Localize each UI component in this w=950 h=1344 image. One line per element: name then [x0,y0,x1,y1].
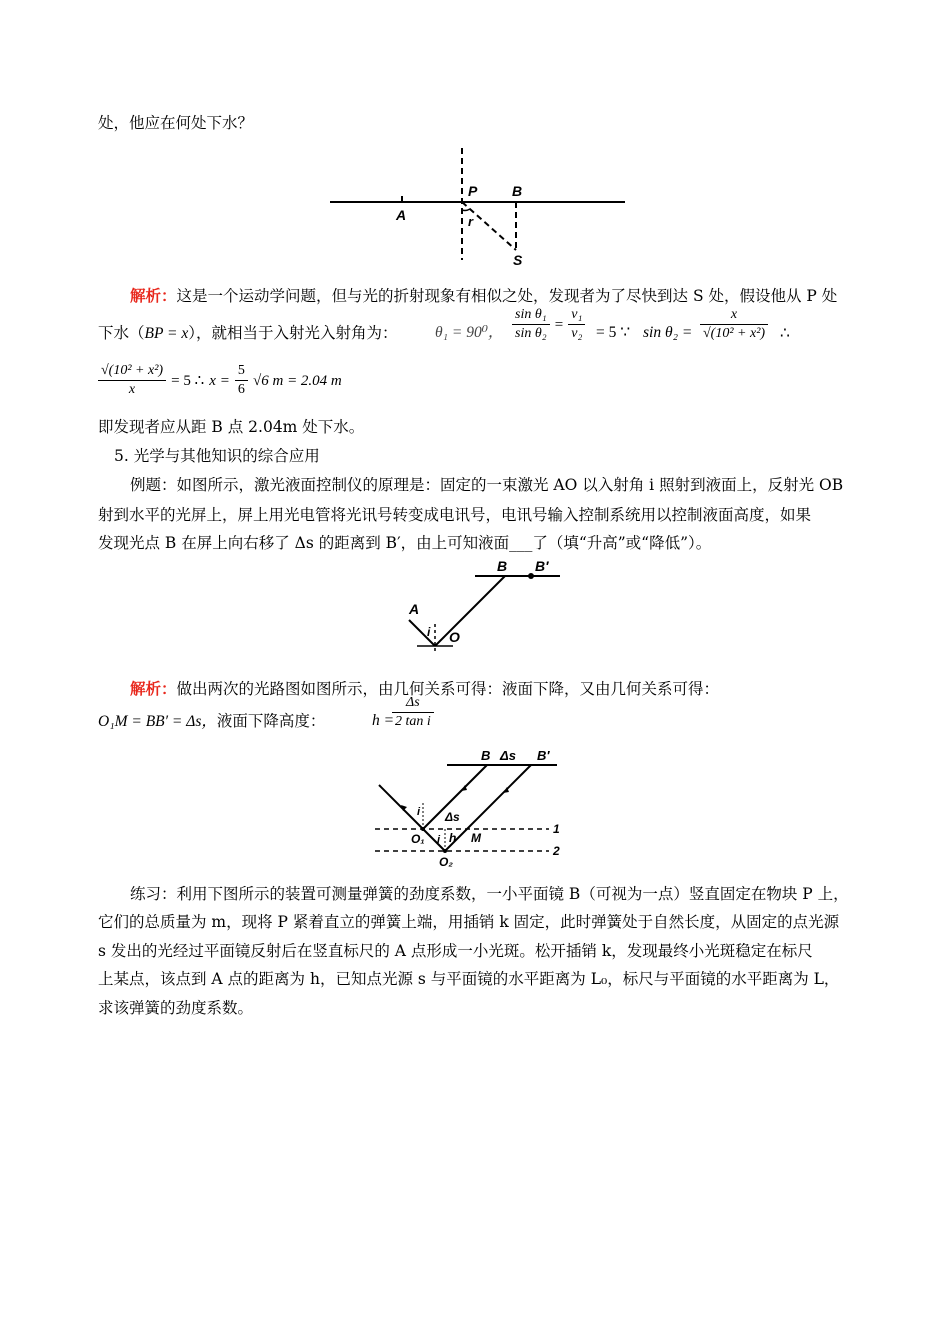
label-S: S [513,252,523,268]
snell-ratio-frac: $\frac{\text{sin θ₁}}{\text{sin θ₂}}$ = $\frac{\text{v₁}}{\text{v₂}}$ [512,306,585,343]
solution1-line2: 下水（BP = x），就相当于入射光入射角为： [98,324,398,342]
section-heading: 5. 光学与其他知识的综合应用 [114,447,320,465]
solution2-line2: O₁M = BB′ = Δs，液面下降高度： [98,712,326,730]
solution1-label: 解析： [130,286,177,305]
h-label: h = [372,712,395,729]
sin-theta2-frac: $\frac{x}{\text{√(10² + x²)}}$ [700,306,768,343]
label-delta-s-top: Δs [500,748,516,763]
label-O1: O₁ [411,832,425,846]
label-level-1: 1 [553,822,560,836]
sin-theta2-label: sin θ₂ = [643,324,693,341]
label-O2: O₂ [439,855,453,869]
figure-laser-level [395,556,575,661]
label-B: B [497,558,508,574]
practice-line2: 它们的总质量为 m，现将 P 紧着直立的弹簧上端，用插销 k 固定，此时弹簧处于自然长度，从固定的点光源 [98,913,840,931]
label-level-2: 2 [553,844,560,858]
reflected-ray [435,576,505,646]
incident-ray-lower [423,829,445,851]
conclusion-text: 即发现者应从距 B 点 2.04m 处下水。 [98,418,365,436]
angle-r-arc [462,209,470,210]
label-P: P [468,183,478,199]
label-r: r [468,214,474,229]
label-O: O [449,629,460,645]
label-B-prime: B′ [537,748,550,763]
label-h: h [449,831,457,845]
label-B: B [481,748,491,763]
figure-refraction-rescue [320,140,640,270]
point-o1 [421,827,425,831]
label-B: B [512,183,523,199]
label-i: i [427,625,431,639]
label-A: A [409,601,420,617]
solution1-line3: $\frac{\text{√(10² + x²)}}{x}$ = 5 ∴ x = $\frac{5}{6}$ √6 m = 2.04 m [98,362,342,399]
point-b-prime [528,573,534,579]
point-o2 [443,849,447,853]
solution1-line1: 解析：这是一个运动学问题，但与光的折射现象有相似之处，发现者为了尽快到达 S 处，假设他从 P 处 [130,286,838,305]
label-i1: i [417,806,421,818]
theta1-eq: θ₁ = 90⁰， [435,324,504,341]
solution2-label: 解析： [130,679,177,698]
practice-line1: 练习：利用下图所示的装置可测量弹簧的劲度系数，一小平面镜 B（可视为一点）竖直固定在物块 P 上， [130,885,849,903]
example-line1: 例题：如图所示，激光液面控制仪的原理是：固定的一束激光 AO 以入射角 i 照射到液面上，反射光 OB [130,476,844,494]
example-line2: 射到水平的光屏上，屏上用光电管将光讯号转变成电讯号，电讯号输入控制系统用以控制液面高度，如果 [98,506,812,524]
example-line3: 发现光点 B 在屏上向右移了 Δs 的距离到 B′，由上可知液面___了（填“升高”或“降低”）。 [98,534,712,552]
practice-line5: 求该弹簧的劲度系数。 [98,999,254,1017]
question-text-tail: 处，他应在何处下水？ [98,114,254,132]
label-i2: i [437,834,441,846]
practice-line4: 上某点，该点到 A 点的距离为 h，已知点光源 s 与平面镜的水平距离为 L₀，标尺与平面镜的水平距离为 L， [98,970,840,988]
snell-ratio-five: = 5 ∵ [596,324,631,341]
therefore-symbol: ∴ [780,324,790,342]
label-M: M [471,831,481,845]
label-A: A [396,207,407,223]
label-delta-s-mid: Δs [445,810,460,824]
figure-two-levels [365,745,580,870]
reflected-ray-2 [445,765,531,851]
h-formula-frac: $\frac{\Delta s}{\text{2 tan i}}$ [392,694,434,731]
practice-line3: s 发出的光经过平面镜反射后在竖直标尺的 A 点形成一小光斑。松开插销 k，发现最终小光斑稳定在标尺 [98,942,813,960]
solution2-line1: 解析：做出两次的光路图如图所示，由几何关系可得：液面下降，又由几何关系可得： [130,679,720,698]
label-B-prime: B′ [535,558,549,574]
incident-ray [409,620,435,646]
